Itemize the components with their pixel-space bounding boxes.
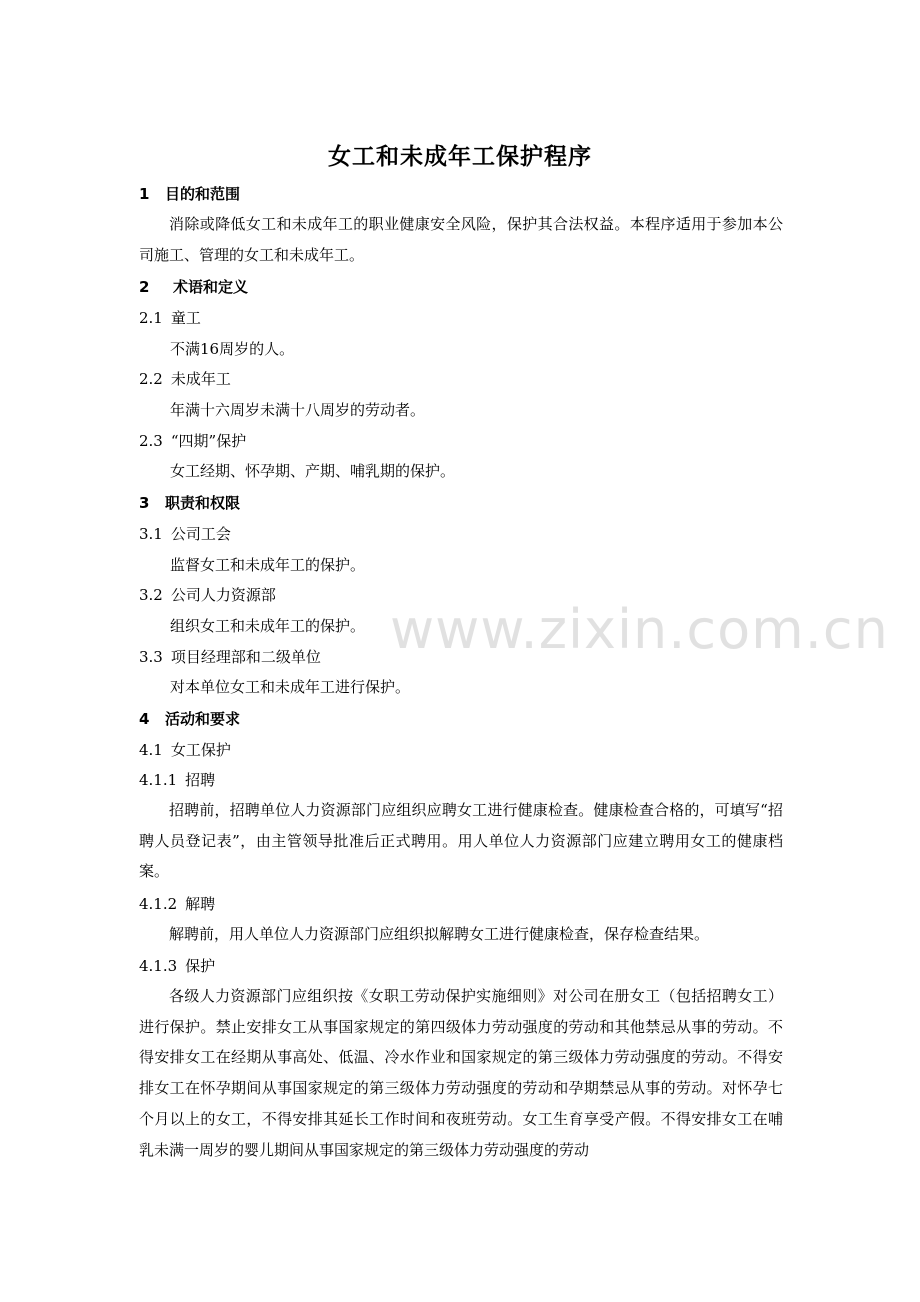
subsection-title: 公司工会 bbox=[170, 525, 231, 543]
subsection-3-3-text: 对本单位女工和未成年工进行保护。 bbox=[170, 678, 411, 696]
subsection-title: 解聘 bbox=[185, 895, 216, 913]
subsection-4-1-2-paragraph: 解聘前，用人单位人力资源部门应组织拟解聘女工进行健康检查，保存检查结果。 bbox=[169, 925, 710, 943]
subsection-2-2-text: 年满十六周岁未满十八周岁的劳动者。 bbox=[170, 401, 426, 419]
subsection-number: 4.1 bbox=[139, 741, 163, 759]
subsection-3-3-heading bbox=[139, 647, 321, 667]
subsection-2-3-heading bbox=[139, 431, 246, 451]
page-title: 女工和未成年工保护程序 bbox=[328, 144, 592, 170]
section-2-heading bbox=[139, 277, 248, 297]
subsection-title: 项目经理部和二级单位 bbox=[170, 648, 321, 666]
subsection-number: 3.1 bbox=[139, 525, 163, 543]
subsection-3-1-heading bbox=[139, 524, 231, 544]
subsection-3-1-text: 监督女工和未成年工的保护。 bbox=[170, 556, 366, 574]
section-title: 目的和范围 bbox=[165, 185, 241, 203]
subsection-title: “四期”保护 bbox=[170, 432, 247, 450]
section-number: 1 bbox=[139, 185, 150, 203]
section-title: 职责和权限 bbox=[165, 494, 241, 512]
subsection-2-1-heading bbox=[139, 308, 201, 328]
subsection-title: 未成年工 bbox=[170, 370, 231, 388]
subsection-number: 2.3 bbox=[139, 432, 163, 450]
subsection-2-3-text: 女工经期、怀孕期、产期、哺乳期的保护。 bbox=[170, 462, 456, 480]
section-number: 4 bbox=[139, 710, 150, 728]
subsection-4-1-2-heading bbox=[139, 894, 215, 914]
section-title: 术语和定义 bbox=[173, 278, 249, 296]
subsection-title: 公司人力资源部 bbox=[170, 586, 276, 604]
subsection-4-1-3-heading bbox=[139, 956, 215, 976]
section-4-heading bbox=[139, 709, 240, 729]
watermark: www.zixin.com.cn bbox=[390, 598, 889, 661]
subsection-number: 2.1 bbox=[139, 309, 163, 327]
subsection-title: 招聘 bbox=[185, 771, 216, 789]
subsection-title: 保护 bbox=[185, 957, 216, 975]
subsection-3-2-text: 组织女工和未成年工的保护。 bbox=[170, 617, 366, 635]
section-title: 活动和要求 bbox=[165, 710, 241, 728]
subsection-number: 3.2 bbox=[139, 586, 163, 604]
subsection-2-2-heading bbox=[139, 369, 231, 389]
subsection-title: 女工保护 bbox=[170, 741, 231, 759]
subsection-3-2-heading bbox=[139, 585, 276, 605]
section-number: 3 bbox=[139, 494, 150, 512]
subsection-4-1-3-paragraph: 各级人力资源部门应组织按《女职工劳动保护实施细则》对公司在册女工（包括招聘女工）进行保护。禁止安排女工从事国家规定的第四级体力劳动强度的劳动和其他禁忌从事的劳动。不得安排女工在经期从事高处、低温、冷水作业和国家规定的第三级体力劳动强度的劳动。不得安排女工在怀孕期间从事国家规定的第三级体力劳动强度的劳动和孕期禁忌从事的劳动。对怀孕七个月以上的女工，不得安排其延长工作时间和夜班劳动。女工生育享受产假。不得安排女工在哺乳未满一周岁的婴儿期间从事国家规定的第三级体力劳动强度的劳动 bbox=[139, 987, 783, 1159]
subsection-number: 4.1.3 bbox=[139, 957, 178, 975]
subsection-4-1-heading bbox=[139, 740, 231, 760]
subsection-4-1-1-heading bbox=[139, 770, 215, 790]
subsection-number: 4.1.2 bbox=[139, 895, 178, 913]
section-1-heading bbox=[139, 184, 240, 204]
subsection-number: 3.3 bbox=[139, 648, 163, 666]
subsection-number: 2.2 bbox=[139, 370, 163, 388]
section-number: 2 bbox=[139, 278, 150, 296]
subsection-title: 童工 bbox=[170, 309, 201, 327]
subsection-2-1-text: 不满16周岁的人。 bbox=[170, 340, 295, 358]
section-1-paragraph: 消除或降低女工和未成年工的职业健康安全风险，保护其合法权益。本程序适用于参加本公司施工、管理的女工和未成年工。 bbox=[139, 215, 783, 264]
subsection-4-1-1-paragraph: 招聘前，招聘单位人力资源部门应组织应聘女工进行健康检查。健康检查合格的，可填写“招聘人员登记表”，由主管领导批准后正式聘用。用人单位人力资源部门应建立聘用女工的健康档案。 bbox=[139, 801, 783, 881]
section-3-heading bbox=[139, 493, 240, 513]
subsection-number: 4.1.1 bbox=[139, 771, 178, 789]
